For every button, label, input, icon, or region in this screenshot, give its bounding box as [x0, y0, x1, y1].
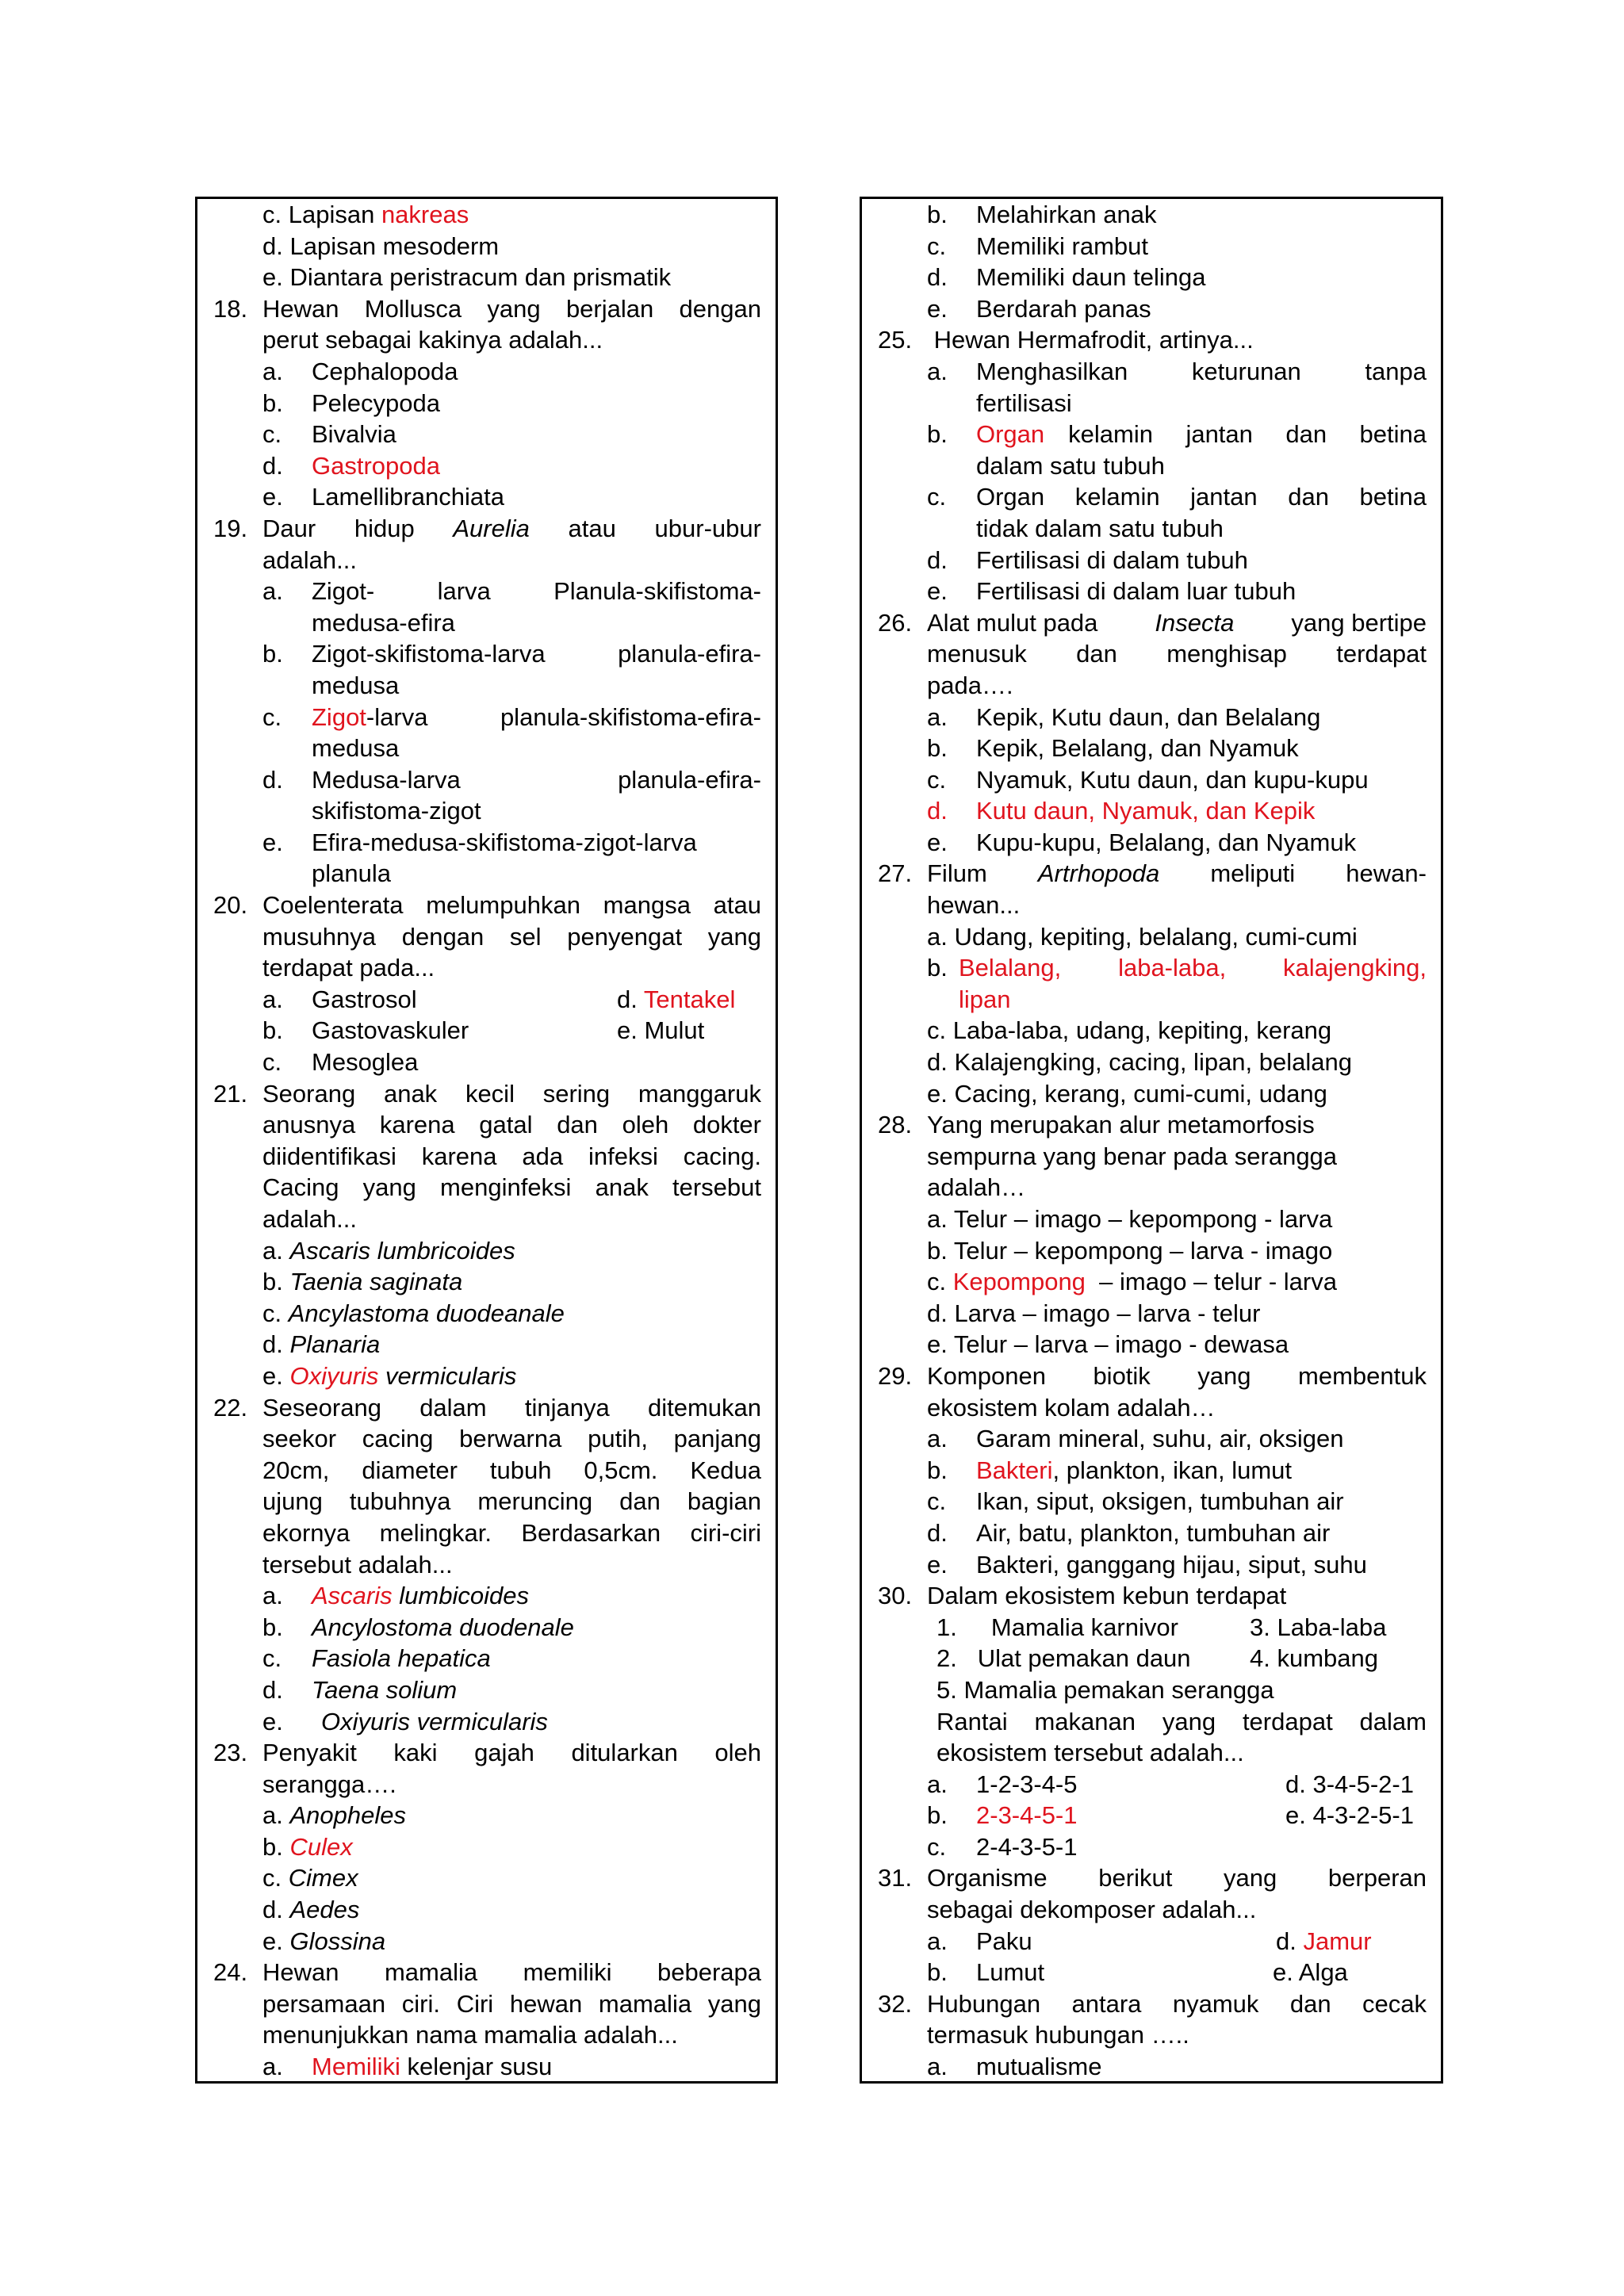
q24-line2: persamaan ciri. Ciri hewan mamalia yang	[262, 1989, 761, 2018]
q21-option-c: c. Ancylastoma duodeanale	[262, 1299, 565, 1327]
q19-option-a: a. Zigot- larva Planula-skifistoma-	[262, 577, 761, 606]
q23-option-e: e. Glossina	[262, 1927, 386, 1955]
q21-line5: adalah...	[262, 1205, 357, 1233]
q30-option-b-e: b. 2-3-4-5-1 e. 4-3-2-5-1	[927, 1801, 1414, 1830]
q22-line6: tersebut adalah...	[262, 1550, 453, 1578]
q21-line2: anusnya karena gatal dan oleh dokter	[262, 1111, 761, 1139]
q22-option-b: b. Ancylostoma duodenale	[262, 1613, 574, 1641]
q26-option-b: b. Kepik, Belalang, dan Nyamuk	[927, 734, 1299, 763]
left-column	[195, 197, 778, 2084]
q17-option-d: d. Lapisan mesoderm	[262, 232, 500, 260]
q19-line2: adalah...	[262, 545, 357, 574]
q19-option-c: c. Zigot-larva planula-skifistoma-efira-	[262, 702, 761, 731]
q22-option-e: e. Oxiyuris vermicularis	[262, 1707, 548, 1735]
q29-option-c: c. Ikan, siput, oksigen, tumbuhan air	[927, 1487, 1344, 1516]
q28-option-a: a. Telur – imago – kepompong - larva	[927, 1205, 1333, 1233]
q18-line2: perut sebagai kakinya adalah...	[262, 326, 603, 354]
q21-line4: Cacing yang menginfeksi anak tersebut	[262, 1173, 761, 1202]
q27-option-e: e. Cacing, kerang, cumi-cumi, udang	[927, 1079, 1327, 1108]
q28-option-c: c. Kepompong – imago – telur - larva	[927, 1268, 1337, 1296]
q29-option-e: e. Bakteri, ganggang hijau, siput, suhu	[927, 1550, 1367, 1578]
q20-line2: musuhnya dengan sel penyengat yang	[262, 922, 761, 951]
q22-line3: 20cm, diameter tubuh 0,5cm. Kedua	[262, 1456, 761, 1484]
q19-option-a-cont: medusa-efira	[312, 608, 455, 637]
q27-option-a: a. Udang, kepiting, belalang, cumi-cumi	[927, 922, 1358, 951]
q21-line1: 21. Seorang anak kecil sering manggaruk	[213, 1079, 761, 1108]
q29-option-b: b. Bakteri, plankton, ikan, lumut	[927, 1456, 1293, 1484]
q21-option-b: b. Taenia saginata	[262, 1268, 463, 1296]
q26-option-a: a. Kepik, Kutu daun, dan Belalang	[927, 702, 1321, 731]
q30-option-a-d: a. 1-2-3-4-5 d. 3-4-5-2-1	[927, 1770, 1414, 1798]
q28-line2: sempurna yang benar pada serangga	[927, 1142, 1338, 1170]
q24-option-e: e. Berdarah panas	[927, 294, 1151, 323]
q32-line1: 32. Hubungan antara nyamuk dan cecak	[878, 1989, 1427, 2018]
q32-line2: termasuk hubungan …..	[927, 2021, 1189, 2049]
q19-option-d-cont: skifistoma-zigot	[312, 797, 481, 825]
q21-option-a: a. Ascaris lumbricoides	[262, 1236, 515, 1265]
q24-option-a: a. Memiliki kelenjar susu	[262, 2053, 553, 2081]
q19-option-d: d. Medusa-larva planula-efira-	[262, 765, 761, 794]
q24-line3: menunjukkan nama mamalia adalah...	[262, 2021, 678, 2049]
q19-option-e: e. Efira-medusa-skifistoma-zigot-larva	[262, 828, 697, 856]
q18-option-a: a. Cephalopoda	[262, 357, 458, 385]
q27-line1: 27. Filum Artrhopoda meliputi hewan-	[878, 859, 1427, 888]
q22-line4: ujung tubuhnya meruncing dan bagian	[262, 1487, 761, 1516]
q31-option-a-d: a. Paku d. Jamur	[927, 1927, 1372, 1955]
q25-option-b-cont: dalam satu tubuh	[976, 451, 1165, 480]
q22-line5: ekornya melingkar. Berdasarkan ciri-ciri	[262, 1518, 761, 1547]
q21-option-d: d. Planaria	[262, 1330, 381, 1359]
right-column	[860, 197, 1443, 2084]
q27-option-b-cont: lipan	[959, 985, 1011, 1013]
q28-option-d: d. Larva – imago – larva - telur	[927, 1299, 1261, 1327]
q25-option-a-cont: fertilisasi	[976, 388, 1072, 417]
q28-option-b: b. Telur – kepompong – larva - imago	[927, 1236, 1333, 1265]
q21-line3: diidentifikasi karena ada infeksi cacing.	[262, 1142, 761, 1170]
q24-line1: 24. Hewan mamalia memiliki beberapa	[213, 1958, 761, 1987]
q30-line2: Rantai makanan yang terdapat dalam	[936, 1707, 1427, 1735]
q28-line3: adalah…	[927, 1173, 1026, 1202]
q23-option-c: c. Cimex	[262, 1864, 358, 1892]
q25-option-b: b. Organ kelamin jantan dan betina	[927, 420, 1427, 449]
q31-line1: 31. Organisme berikut yang berperan	[878, 1864, 1427, 1892]
q28-line1: 28. Yang merupakan alur metamorfosis	[878, 1111, 1315, 1139]
q23-line2: serangga….	[262, 1770, 396, 1798]
q29-line2: ekosistem kolam adalah…	[927, 1393, 1216, 1422]
q25-option-e: e. Fertilisasi di dalam luar tubuh	[927, 577, 1297, 606]
q17-option-e: e. Diantara peristracum dan prismatik	[262, 263, 672, 292]
q18-option-e: e. Lamellibranchiata	[262, 483, 504, 511]
q24-option-b: b. Melahirkan anak	[927, 201, 1157, 228]
q27-line2: hewan...	[927, 891, 1021, 920]
q31-line2: sebagai dekomposer adalah...	[927, 1896, 1257, 1924]
q29-option-a: a. Garam mineral, suhu, air, oksigen	[927, 1425, 1344, 1453]
q25-line1: 25. Hewan Hermafrodit, artinya...	[878, 326, 1254, 354]
q25-option-d: d. Fertilisasi di dalam tubuh	[927, 545, 1248, 574]
q17-option-c: c. Lapisan nakreas	[262, 201, 469, 228]
q23-option-d: d. Aedes	[262, 1896, 360, 1924]
q26-line2: menusuk dan menghisap terdapat	[927, 640, 1427, 668]
q30-items-1-3: 1. Mamalia karnivor 3. Laba-laba	[936, 1613, 1387, 1641]
q26-option-e: e. Kupu-kupu, Belalang, dan Nyamuk	[927, 828, 1357, 856]
q30-items-2-4: 2. Ulat pemakan daun 4. kumbang	[936, 1644, 1378, 1673]
q26-option-d: d. Kutu daun, Nyamuk, dan Kepik	[927, 797, 1316, 825]
q30-item-5: 5. Mamalia pemakan serangga	[936, 1675, 1274, 1704]
q20-option-b-e: b. Gastovaskuler e. Mulut	[262, 1016, 705, 1045]
q28-option-e: e. Telur – larva – imago - dewasa	[927, 1330, 1289, 1359]
q19-line1: 19. Daur hidup Aurelia atau ubur-ubur	[213, 514, 761, 542]
q29-option-d: d. Air, batu, plankton, tumbuhan air	[927, 1518, 1331, 1547]
q23-line1: 23. Penyakit kaki gajah ditularkan oleh	[213, 1739, 761, 1767]
q25-option-a: a. Menghasilkan keturunan tanpa	[927, 357, 1427, 385]
q19-option-c-cont: medusa	[312, 734, 400, 763]
q20-option-a-d: a. Gastrosol d. Tentakel	[262, 985, 736, 1013]
q20-line3: terdapat pada...	[262, 954, 435, 982]
q19-option-b: b. Zigot-skifistoma-larva planula-efira-	[262, 640, 761, 668]
q22-line2: seekor cacing berwarna putih, panjang	[262, 1425, 761, 1453]
q21-option-e: e. Oxiyuris vermicularis	[262, 1361, 517, 1390]
q22-option-d: d. Taena solium	[262, 1675, 458, 1704]
q22-line1: 22. Seseorang dalam tinjanya ditemukan	[213, 1393, 761, 1422]
q23-option-b: b. Culex	[262, 1832, 353, 1861]
q24-option-d: d. Memiliki daun telinga	[927, 263, 1206, 292]
q30-line3: ekosistem tersebut adalah...	[936, 1739, 1244, 1767]
q18-line1: 18. Hewan Mollusca yang berjalan dengan	[213, 294, 761, 323]
q18-option-c: c. Bivalvia	[262, 420, 396, 449]
q30-option-c: c. 2-4-3-5-1	[927, 1832, 1078, 1861]
q18-option-b: b. Pelecypoda	[262, 388, 441, 417]
q32-option-a: a. mutualisme	[927, 2053, 1102, 2081]
q27-option-d: d. Kalajengking, cacing, lipan, belalang	[927, 1048, 1352, 1077]
q26-option-c: c. Nyamuk, Kutu daun, dan kupu-kupu	[927, 765, 1369, 794]
q24-option-c: c. Memiliki rambut	[927, 232, 1149, 260]
q22-option-c: c. Fasiola hepatica	[262, 1644, 491, 1673]
q20-option-c: c. Mesoglea	[262, 1048, 419, 1077]
q25-option-c: c. Organ kelamin jantan dan betina	[927, 483, 1427, 511]
q31-option-b-e: b. Lumut e. Alga	[927, 1958, 1348, 1987]
q19-option-e-cont: planula	[312, 859, 391, 888]
q30-line1: 30. Dalam ekosistem kebun terdapat	[878, 1582, 1287, 1610]
q27-option-b: b. Belalang, laba-laba, kalajengking,	[927, 954, 1427, 982]
q29-line1: 29. Komponen biotik yang membentuk	[878, 1361, 1427, 1390]
q19-option-b-cont: medusa	[312, 671, 400, 699]
q20-line1: 20. Coelenterata melumpuhkan mangsa atau	[213, 891, 761, 920]
q26-line3: pada….	[927, 671, 1013, 699]
q27-option-c: c. Laba-laba, udang, kepiting, kerang	[927, 1016, 1332, 1045]
q18-option-d: d. Gastropoda	[262, 451, 440, 480]
q23-option-a: a. Anopheles	[262, 1801, 406, 1830]
q25-option-c-cont: tidak dalam satu tubuh	[976, 514, 1224, 542]
q22-option-a: a. Ascaris lumbicoides	[262, 1582, 529, 1610]
q26-line1: 26. Alat mulut pada Insecta yang bertipe	[878, 608, 1427, 637]
